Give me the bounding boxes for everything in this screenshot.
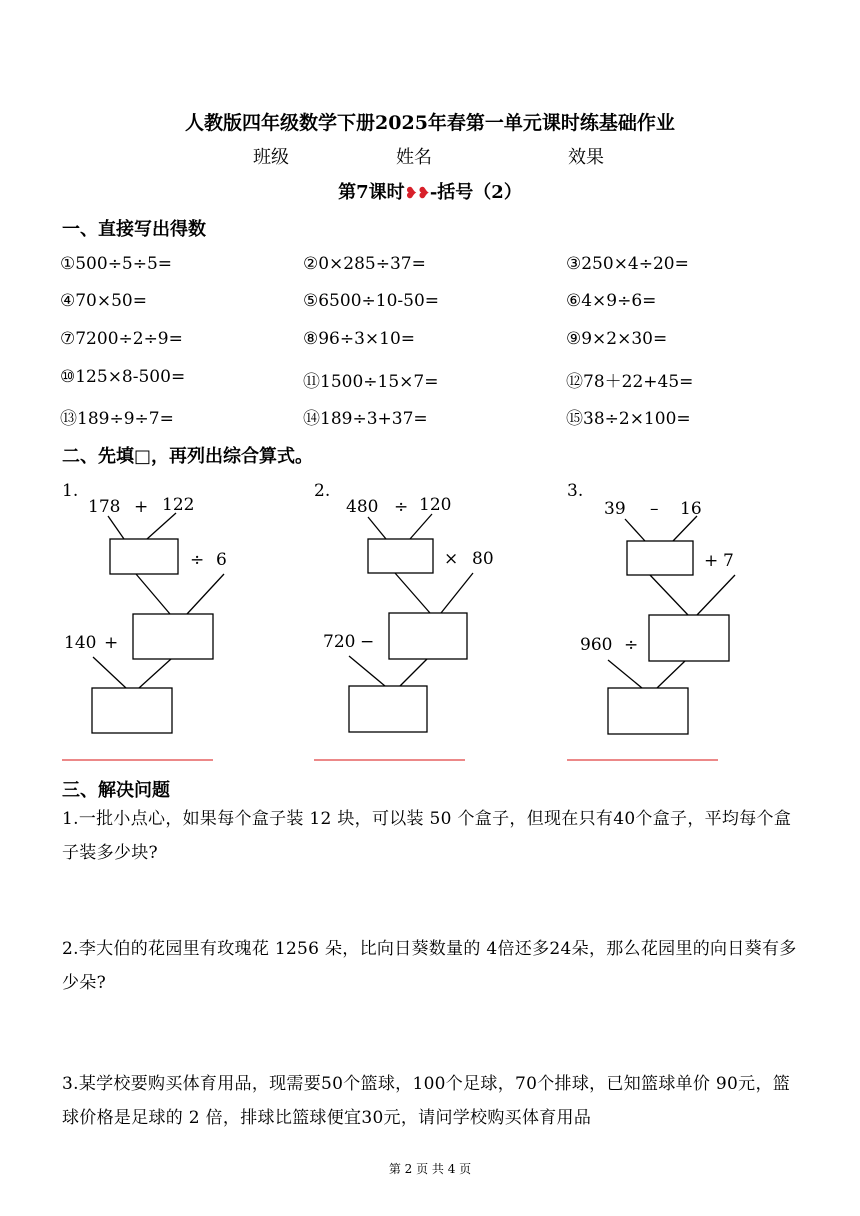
diagram-value: 122 <box>162 495 195 515</box>
diagram-value: 39 <box>604 499 626 519</box>
oral-problem: ⑦7200÷2÷9= <box>60 329 183 349</box>
oral-problem: ⑪1500÷15×7= <box>303 372 439 392</box>
answer-box[interactable] <box>110 539 178 574</box>
diagram-operator: − <box>360 632 375 652</box>
answer-box[interactable] <box>92 688 172 733</box>
diagram-value: 80 <box>472 549 494 569</box>
diagram-operator: × <box>444 549 459 569</box>
diagram-value: 480 <box>346 497 379 517</box>
page-title: 人教版四年级数学下册2025年春第一单元课时练基础作业 <box>185 112 675 134</box>
oral-problem: ⑮38÷2×100= <box>566 409 691 429</box>
section1-heading: 一、直接写出得数 <box>62 219 206 240</box>
diagram-value: 720 <box>323 632 356 652</box>
answer-box[interactable] <box>649 615 729 661</box>
answer-box[interactable] <box>608 688 688 734</box>
answer-box[interactable] <box>133 614 213 659</box>
answer-box[interactable] <box>368 539 433 573</box>
diagram-value: 6 <box>216 550 227 570</box>
oral-problem: ②0×285÷37= <box>303 254 426 274</box>
diagram-value: 140 <box>64 633 97 653</box>
oral-problem: ⑩125×8-500= <box>60 367 186 387</box>
diagram-value: 7 <box>723 551 734 571</box>
lesson-title <box>0 178 860 204</box>
page-footer: 第 2 页 共 4 页 <box>388 1162 472 1176</box>
lesson-deco-icon: ❥❥ <box>404 184 430 202</box>
answer-box[interactable] <box>627 541 693 575</box>
oral-problem: ⑭189÷3+37= <box>303 409 428 429</box>
class-label: 班级 <box>253 147 289 168</box>
oral-problem: ⑫78＋22+45= <box>566 372 694 392</box>
diagram-operator: + <box>704 551 719 571</box>
diagram-operator: + <box>134 497 149 517</box>
diagram-operator: + <box>104 633 119 653</box>
diagram-value: 120 <box>419 495 452 515</box>
lesson-suffix: -括号（2） <box>429 182 522 203</box>
diagram-operator: ÷ <box>394 497 409 517</box>
lesson-prefix: 第7课时 <box>338 182 405 203</box>
diagram-number: 3. <box>567 481 584 501</box>
answer-box[interactable] <box>389 613 467 659</box>
oral-problem: ①500÷5÷5= <box>60 254 173 274</box>
section3-heading: 三、解决问题 <box>62 780 170 801</box>
oral-problem: ⑧96÷3×10= <box>303 329 416 349</box>
diagram-number: 1. <box>62 481 79 501</box>
oral-problem: ⑬189÷9÷7= <box>60 409 174 429</box>
word-problem-2: 2.李大伯的花园里有玫瑰花 1256 朵，比向日葵数量的 4倍还多24朵，那么花园里的向日葵有多少朵? <box>62 939 797 993</box>
diagram-operator: – <box>650 499 659 519</box>
calc-diagrams <box>0 470 860 770</box>
diagram-operator: ÷ <box>624 635 639 655</box>
oral-problem: ⑥4×9÷6= <box>566 291 657 311</box>
diagram-operator: ÷ <box>190 550 205 570</box>
answer-box[interactable] <box>349 686 427 732</box>
oral-problem: ④70×50= <box>60 291 147 311</box>
section2-heading: 二、先填□，再列出综合算式。 <box>62 446 314 467</box>
diagram-value: 178 <box>88 497 121 517</box>
diagram-value: 960 <box>580 635 613 655</box>
diagram-value: 16 <box>680 499 702 519</box>
name-label: 姓名 <box>396 147 432 168</box>
oral-problem: ⑤6500÷10-50= <box>303 291 439 311</box>
diagram-number: 2. <box>314 481 331 501</box>
word-problem-3: 3.某学校要购买体育用品，现需要50个篮球，100个足球，70个排球，已知篮球单价 90元，篮球价格是足球的 2 倍，排球比篮球便宜30元，请问学校购买体育用品 <box>62 1074 791 1128</box>
oral-problem: ⑨9×2×30= <box>566 329 668 349</box>
oral-problem: ③250×4÷20= <box>566 254 689 274</box>
result-label: 效果 <box>568 147 604 168</box>
word-problem-1: 1.一批小点心，如果每个盒子装 12 块，可以装 50 个盒子，但现在只有40个盒子，平均每个盒子装多少块? <box>62 809 792 863</box>
